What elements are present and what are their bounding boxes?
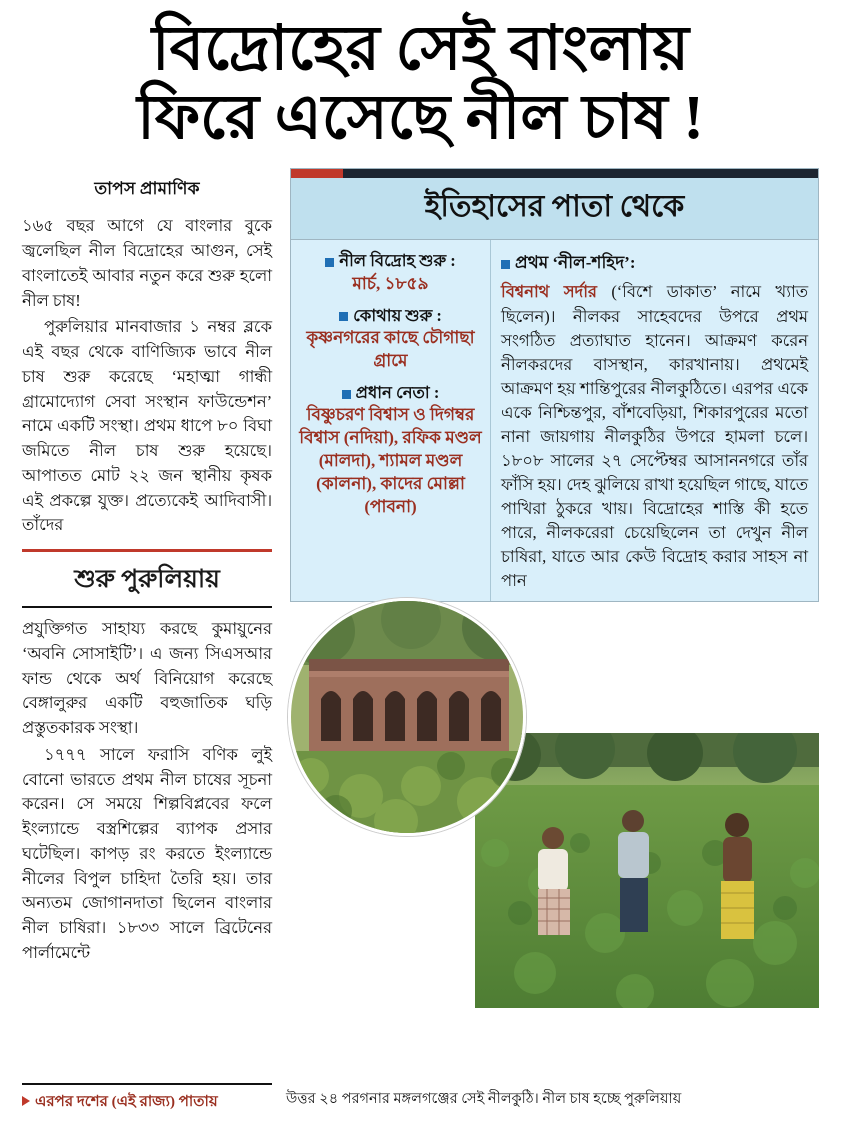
history-martyr-note xyxy=(491,240,818,601)
section-subhead: শুরু পুরুলিয়ায় xyxy=(74,566,220,594)
photo-indigo-field xyxy=(475,733,819,1008)
continuation-note[interactable] xyxy=(22,1083,272,1115)
headline-line-2: ফিরে এসেছে নীল চাষ ! xyxy=(137,84,704,153)
fact-item xyxy=(299,382,482,519)
paragraph: ১৬৫ বছর আগে যে বাংলার বুকে জ্বলেছিল নীল বিদ্রোহের আগুন, সেই বাংলাতেই আবার নতুন করে শুরু হলো নীল চাষ! xyxy=(22,216,272,310)
bullet-square-icon xyxy=(501,260,510,269)
fact-item xyxy=(299,305,482,373)
martyr-body-text: (‘বিশে ডাকাত’ নামে খ্যাত ছিলেন)। নীলকর সাহেবদের উপরে প্রথম সংগঠিত প্রত্যাঘাত হানেন। আক্রমণ করেন নীলকরদের বাসস্থান, কারখানায়। প্রথমেই আক্রমণ হয় শান্তিপুরের নীলকুঠিতে। এরপর একে একে নিশ্চিন্তপুর, বাঁশবেড়িয়া, শিকারপুরের মতো নানা জায়গায় নীলকুঠির উপরে হামলা চলে। ১৮০৮ সালের ২৭ সেপ্টেম্বর আসাননগরে তাঁর ফাঁসি হয়। দেহ ঝুলিয়ে রাখা হয়েছিল গাছে, যাতে পাখিরা ঠুকরে খায়। বিদ্রোহের শাস্তি কী হতে পারে, নীলকরেরা চেয়েছিলেন তা দেখুন নীল চাষিরা, যাতে আর কেউ বিদ্রোহ করার সাহস না পান xyxy=(501,282,808,591)
divider xyxy=(22,549,272,552)
martyr-heading-text: প্রথম ‘নীল-শহিদ’: xyxy=(515,253,636,273)
photo-caption: উত্তর ২৪ পরগনার মঙ্গলগঞ্জের সেই নীলকুঠি। নীল চাষ হচ্ছে পুরুলিয়ায় xyxy=(286,1091,682,1107)
byline: তাপস প্রামাণিক xyxy=(94,179,200,199)
fact-item xyxy=(299,250,482,295)
fact-label-text: নীল বিদ্রোহ শুরু : xyxy=(339,251,456,271)
headline-line-1: বিদ্রোহের সেই বাংলায় xyxy=(151,15,690,83)
paragraph: প্রযুক্তিগত সাহায্য করছে কুমায়ুনের ‘অবনি সোসাইটি’। এ জন্য সিএসআর ফান্ড থেকে অর্থ বিনিয়োগ করেছে বেঙ্গালুরুর একটি বহুজাতিক ঘড়ি প্রস্তুতকারক সংস্থা। xyxy=(22,619,272,738)
fact-label xyxy=(299,305,482,327)
topbar-red-block xyxy=(291,169,343,178)
bullet-square-icon xyxy=(325,258,334,267)
topbar-dark-block xyxy=(343,169,818,178)
martyr-name: বিশ্বনাথ সর্দার xyxy=(501,282,597,302)
right-column xyxy=(284,168,819,1013)
fact-value: মার্চ, ১৮৫৯ xyxy=(352,273,429,293)
continuation-text: এরপর দশের (এই রাজ্য) পাতায় xyxy=(35,1094,218,1110)
page-title xyxy=(22,15,819,153)
martyr-body xyxy=(501,280,808,593)
page-footer xyxy=(22,1083,819,1115)
paragraph: পুরুলিয়ার মানবাজার ১ নম্বর ব্লকে এই বছর থেকে বাণিজ্যিক ভাবে নীল চাষ শুরু করেছে ‘মহাত্মা গান্ধী গ্রামোদ্যোগ সেবা সংস্থান ফাউন্ডেশন’ নামে একটি সংস্থা। প্রথম ধাপে ৮০ বিঘা জমিতে নীল চাষ শুরু হয়েছে। আপাতত মোট ২২ জন স্থানীয় কৃষক এই প্রকল্পে যুক্ত। প্রত্যেকেই আদিবাসী। তাঁদের xyxy=(22,317,272,535)
fact-label xyxy=(299,250,482,272)
bullet-square-icon xyxy=(339,312,348,321)
paragraph: ১৭৭৭ সালে ফরাসি বণিক লুই বোনো ভারতে প্রথম নীল চাষের সূচনা করেন। সে সময়ে শিল্পবিপ্লবের ফলে ইংল্যান্ডে বস্ত্রশিল্পের ব্যাপক প্রসার ঘটেছিল। কাপড় রং করতে ইংল্যান্ডে নীলের বিপুল চাহিদা তৈরি হয়। তার অন্যতম জোগানদাতা ছিলেন বাংলার নীল চাষিরা। ১৮৩৩ সালে ব্রিটেনের পার্লামেন্টে xyxy=(22,744,272,962)
bullet-square-icon xyxy=(342,390,351,399)
fact-label-text: প্রধান নেতা : xyxy=(355,382,440,402)
divider xyxy=(22,606,272,608)
panel-topbar xyxy=(291,169,818,178)
fact-value: বিষ্ণুচরণ বিশ্বাস ও দিগম্বর বিশ্বাস (নদিয়া), রফিক মণ্ডল (মালদা), শ্যামল মণ্ডল (কালনা), কাদের মোল্লা (পাবনা) xyxy=(299,405,482,516)
history-facts xyxy=(291,240,491,601)
photo-indigo-factory-ruins xyxy=(288,598,526,836)
fact-label-text: কোথায় শুরু : xyxy=(353,305,442,325)
fact-label xyxy=(299,382,482,404)
left-column xyxy=(22,168,284,1013)
history-panel-title: ইতিহাসের পাতা থেকে xyxy=(291,178,818,240)
article-body xyxy=(22,168,819,1013)
fact-value: কৃষ্ণনগরের কাছে চৌগাছা গ্রামে xyxy=(306,327,475,370)
martyr-heading xyxy=(501,250,808,278)
arrow-right-icon xyxy=(22,1096,30,1106)
history-panel xyxy=(290,168,819,602)
